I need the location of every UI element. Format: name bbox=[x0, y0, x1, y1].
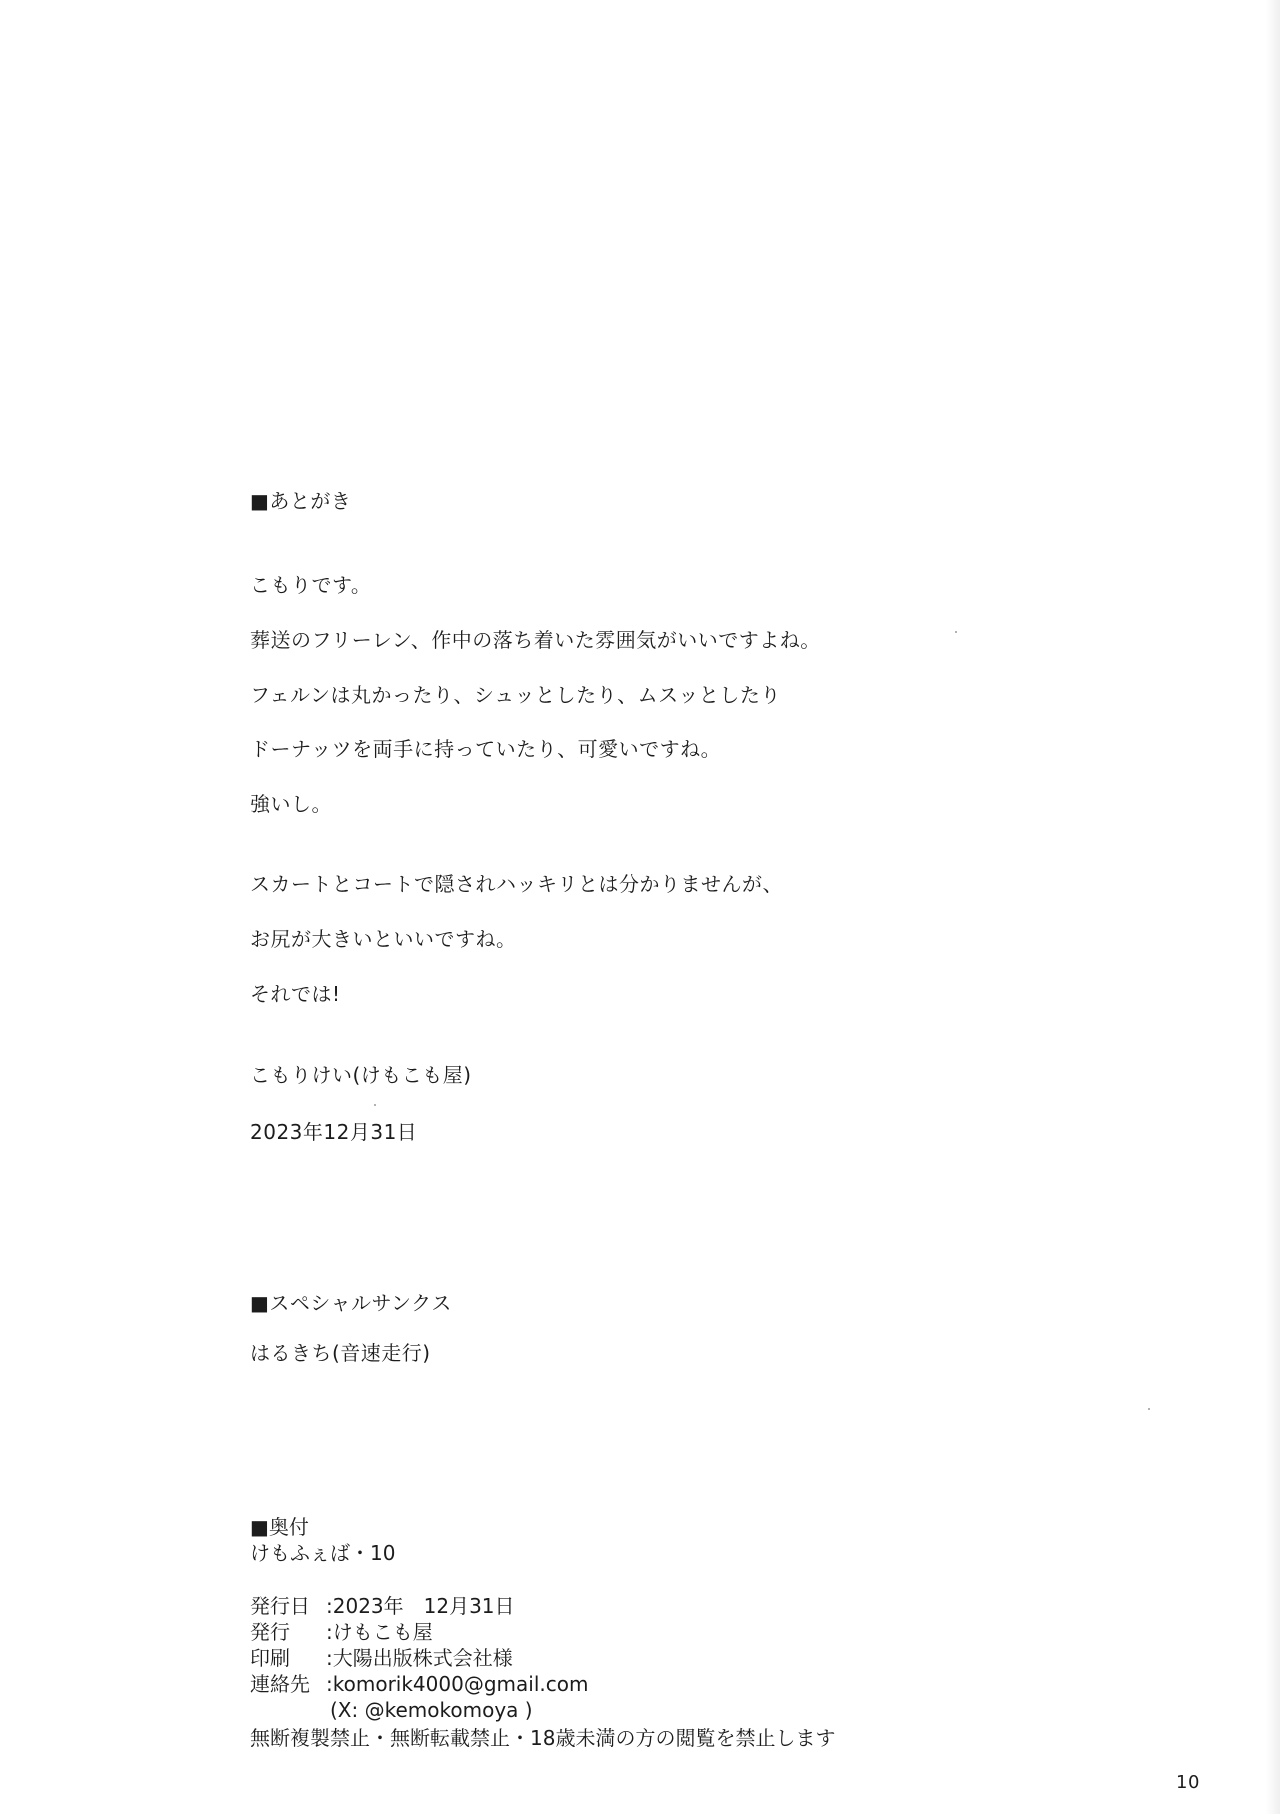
afterword-paragraph: ドーナッツを両手に持っていたり、可愛いですね。 bbox=[250, 737, 722, 761]
afterword-heading: ■あとがき bbox=[250, 489, 352, 513]
afterword-signature: こもりけい(けもこも屋) bbox=[250, 1063, 472, 1087]
copyright-notice: 無断複製禁止・無断転載禁止・18歳未満の方の閲覧を禁止します bbox=[250, 1726, 836, 1750]
colophon-label: 発行 bbox=[250, 1620, 290, 1644]
page-number: 10 bbox=[1176, 1772, 1200, 1793]
afterword-paragraph: 葬送のフリーレン、作中の落ち着いた雰囲気がいいですよね。 bbox=[250, 628, 821, 652]
colophon-row-contact bbox=[250, 1671, 588, 1697]
afterword-paragraph: お尻が大きいといいですね。 bbox=[250, 927, 517, 951]
colophon-row-publisher bbox=[250, 1619, 433, 1645]
scan-speck bbox=[1148, 1408, 1150, 1410]
colophon-label: 印刷 bbox=[250, 1646, 290, 1670]
scan-speck bbox=[955, 631, 957, 633]
colophon-heading: ■奥付 bbox=[250, 1515, 309, 1539]
afterword-paragraph: フェルンは丸かったり、シュッとしたり、ムスッとしたり bbox=[250, 683, 781, 707]
afterword-paragraph: それでは! bbox=[250, 982, 341, 1006]
x-account: (X: @kemokomoya ) bbox=[330, 1698, 533, 1722]
contact-email: :komorik4000@gmail.com bbox=[326, 1672, 589, 1696]
afterword-date: 2023年12月31日 bbox=[250, 1120, 418, 1144]
afterword-paragraph: スカートとコートで隠されハッキリとは分かりませんが、 bbox=[250, 872, 783, 896]
colophon-title: けもふぇば・10 bbox=[250, 1541, 396, 1565]
colophon-row-issue-date bbox=[250, 1593, 515, 1619]
page-edge-shadow bbox=[1266, 0, 1280, 1814]
afterword-paragraph: こもりです。 bbox=[250, 573, 372, 597]
colophon-row-printer bbox=[250, 1645, 513, 1671]
colophon-value: :大陽出版株式会社様 bbox=[326, 1646, 513, 1670]
colophon-label: 連絡先 bbox=[250, 1672, 310, 1696]
colophon-value: :2023年 12月31日 bbox=[326, 1594, 515, 1618]
scan-speck bbox=[374, 1104, 376, 1106]
special-thanks-heading: ■スペシャルサンクス bbox=[250, 1291, 452, 1315]
colophon-label: 発行日 bbox=[250, 1594, 310, 1618]
colophon-value: :けもこも屋 bbox=[326, 1620, 433, 1644]
afterword-paragraph: 強いし。 bbox=[250, 792, 332, 816]
special-thanks-name: はるきち(音速走行) bbox=[250, 1341, 431, 1365]
